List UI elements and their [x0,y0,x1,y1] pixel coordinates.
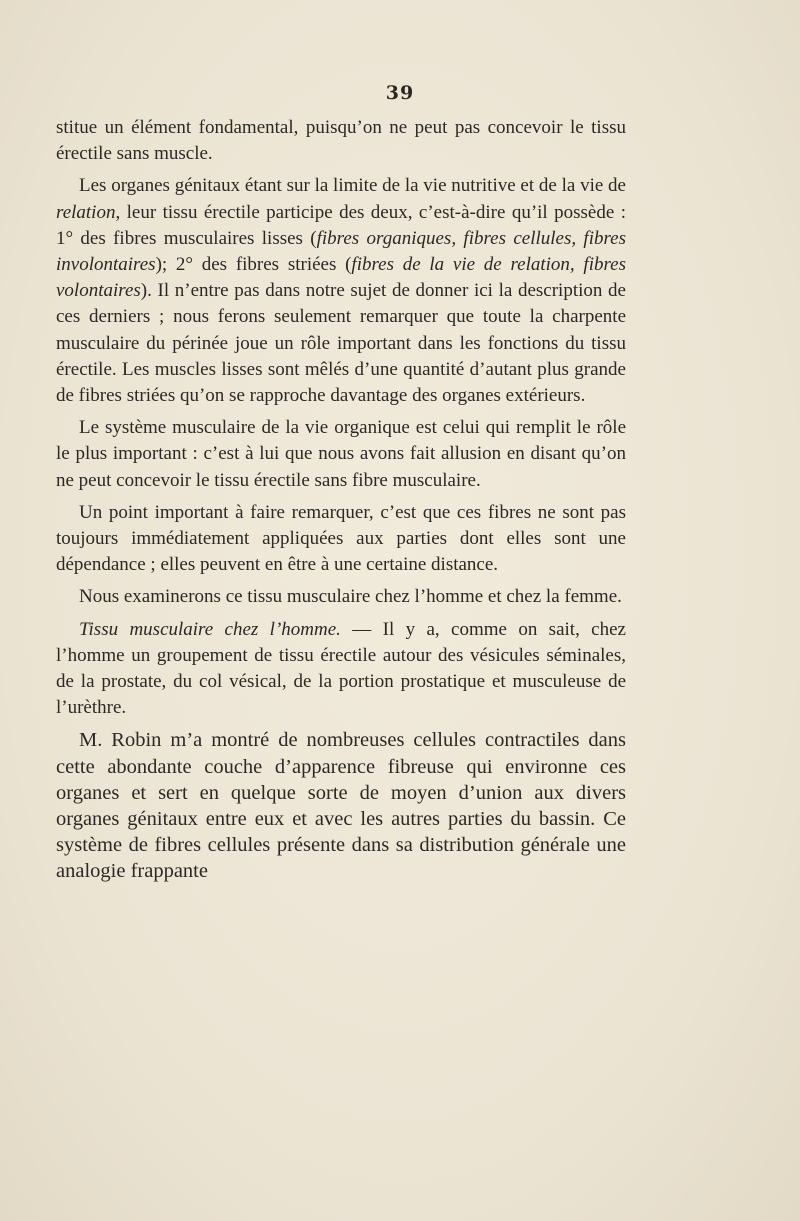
italic-fibre-list-1: fibres organiques, fibres cellules, fibres involontaires [56,227,627,276]
text-run: stitue un élément fondamental, puisqu’on ne peut pas concevoir le tissu érectile sans muscle. [56,117,626,165]
page-number: 39 [385,82,415,104]
italic-term-relation: relation [56,201,116,223]
text-run: , leur tissu érectile participe des deux, c’est-à-dire qu’il possède : 1° des fibres musculaires lisses ( [56,201,626,249]
text-run: ); 2° des fibres striées ( [155,254,352,276]
paragraph-6 [56,617,626,722]
page-body [56,115,626,891]
paragraph-2 [56,173,626,409]
section-heading-tissu-musculaire: Tissu musculaire chez l’homme. [79,618,341,640]
text-run: Nous examinerons ce tissu musculaire chez l’homme et chez la femme. [79,586,622,608]
text-run: Le système musculaire de la vie organique est celui qui remplit le rôle le plus important : c’est à lui que nous avons fait allusion en disant qu’on ne peut concevoir le tissu érectile sans fibre musculaire. [56,417,626,491]
paragraph-3 [56,415,626,494]
paragraph-5 [56,584,626,610]
text-run: Un point important à faire remarquer, c’est que ces fibres ne sont pas toujours immédiatement appliquées aux parties dont elles sont une dépendance ; elles peuvent en être à une certaine distance. [56,501,626,576]
paragraph-7 [56,727,626,884]
text-run: — Il y a, comme on sait, chez l’homme un groupement de tissu érectile autour des vésicules séminales, de la prostate, du col vésical, de la portion prostatique et musculeuse de l’urèthre. [56,618,626,719]
paragraph-1 [56,115,626,167]
text-run: ). Il n’entre pas dans notre sujet de donner ici la description de ces derniers ; nous ferons seulement remarquer que toute la charpente musculaire du périnée joue un rôle important dans les fonctions du tissu érectile. Les muscles lisses sont mêlés d’une quantité d’autant plus grande de fibres striées qu’on se rapproche davantage des organes extérieurs. [56,280,626,407]
paragraph-4 [56,500,626,579]
italic-fibre-list-2: fibres de la vie de relation, fibres volontaires [56,254,626,302]
text-run: M. Robin m’a montré de nombreuses cellules contractiles dans cette abondante couche d’apparence fibreuse qui environne ces organes et sert en quelque sorte de moyen d’union aux divers organes génitaux entre eux et avec les autres parties du bassin. Ce système de fibres cellules présente dans sa distribution générale une analogie frappante [56,729,626,883]
text-run: Les organes génitaux étant sur la limite de la vie nutritive et de la vie de [79,175,626,197]
